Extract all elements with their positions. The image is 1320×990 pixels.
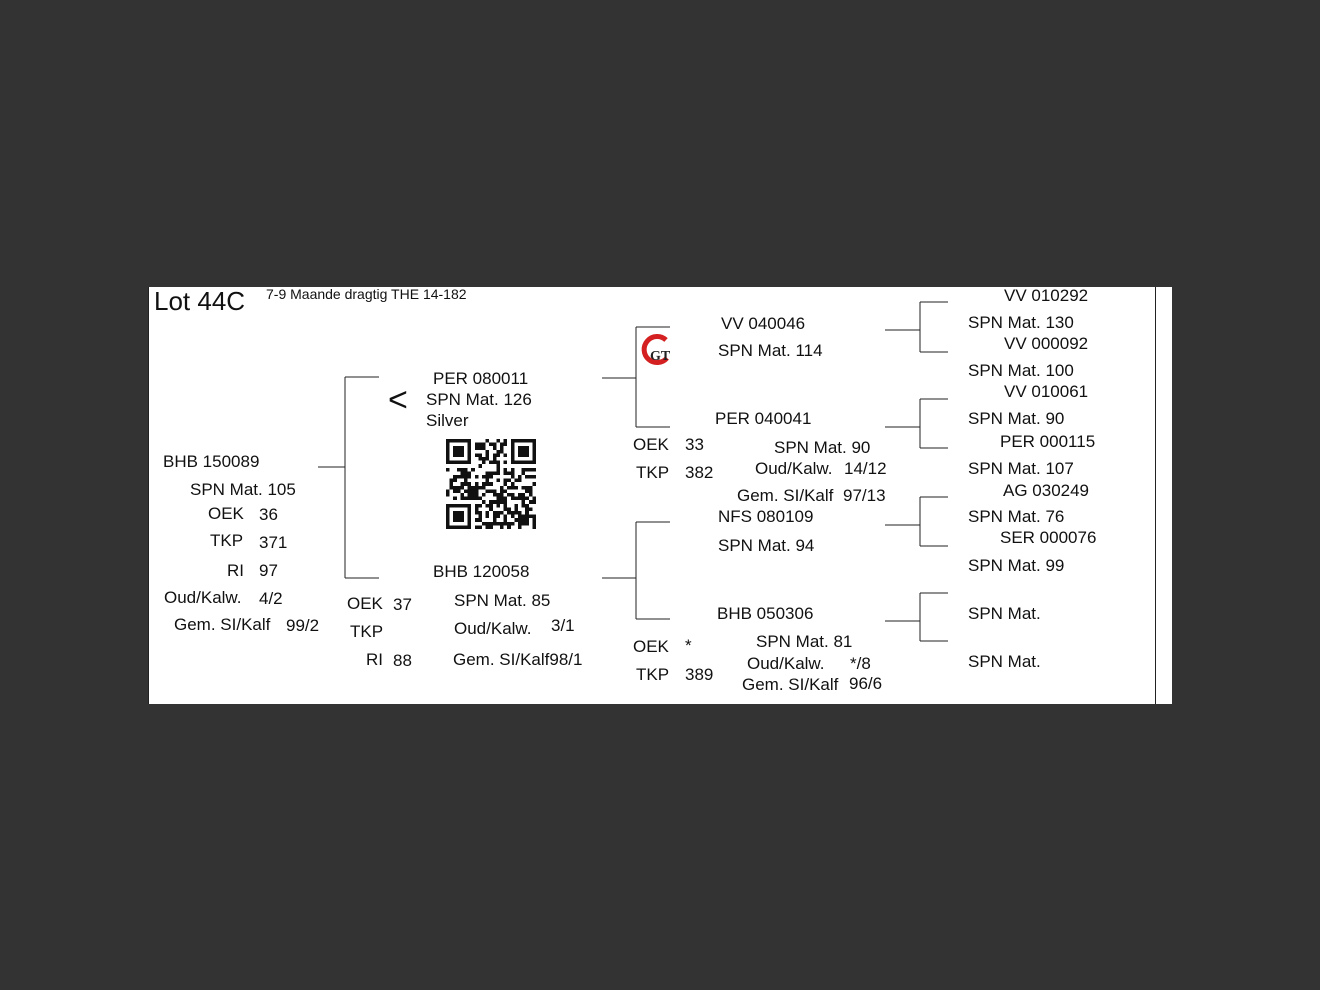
gen4-spn: SPN Mat. 130 <box>968 313 1074 332</box>
dam-dam-oud-label: Oud/Kalw. <box>747 654 825 673</box>
breeder-logo-icon <box>640 333 674 367</box>
gen4-id: VV 010292 <box>1004 287 1089 305</box>
svg-text:GT: GT <box>650 349 671 364</box>
gen4-spn: SPN Mat. <box>968 652 1041 671</box>
dam-dam-tkp-label: TKP <box>636 665 670 684</box>
animal-oek-label: OEK <box>208 504 244 523</box>
animal-ri-value: 97 <box>259 561 278 580</box>
dam-dam-gem-label: Gem. SI/Kalf <box>742 675 839 694</box>
animal-id: BHB 150089 <box>163 452 260 471</box>
sire-id: PER 080011 <box>433 369 529 388</box>
pedigree-card <box>148 287 1172 704</box>
pregnancy-note: 7-9 Maande dragtig THE 14-182 <box>266 287 467 302</box>
dam-id: BHB 120058 <box>433 562 530 581</box>
animal-spn: SPN Mat. 105 <box>190 480 296 499</box>
gen4-spn: SPN Mat. 100 <box>968 361 1074 380</box>
gen4-id: VV 000092 <box>1004 334 1089 353</box>
gen4-spn: SPN Mat. 76 <box>968 507 1065 526</box>
dam-oek-value: 37 <box>393 595 412 614</box>
sire-dam-gem-value: 97/13 <box>843 486 886 505</box>
dam-ri-label: RI <box>366 650 383 669</box>
gen4-id: PER 000115 <box>1000 432 1096 451</box>
gen4-spn: SPN Mat. 107 <box>968 459 1074 478</box>
animal-gem-label: Gem. SI/Kalf <box>174 615 271 634</box>
animal-ri-label: RI <box>227 561 244 580</box>
dam-dam-id: BHB 050306 <box>717 604 814 623</box>
sire-grade: Silver <box>426 411 469 430</box>
dam-dam-tkp-value: 389 <box>685 665 714 684</box>
sire-spn: SPN Mat. 126 <box>426 390 532 409</box>
sire-arrow-icon: < <box>388 381 408 419</box>
sire-dam-oud-label: Oud/Kalw. <box>755 459 833 478</box>
animal-tkp-label: TKP <box>210 531 244 550</box>
animal-tkp-value: 371 <box>259 533 288 552</box>
dam-tkp-label: TKP <box>350 622 384 641</box>
sire-dam-tkp-label: TKP <box>636 463 670 482</box>
sire-sire-spn: SPN Mat. 114 <box>718 341 823 360</box>
sire-dam-oek-label: OEK <box>633 435 669 454</box>
sire-dam-oud-value: 14/12 <box>844 459 887 478</box>
gen4-spn: SPN Mat. 90 <box>968 409 1065 428</box>
animal-oud-value: 4/2 <box>259 589 283 608</box>
gen4-id: SER 000076 <box>1000 528 1097 547</box>
lot-number: Lot 44C <box>154 287 246 316</box>
animal-gem-value: 99/2 <box>286 616 320 635</box>
gen4-spn: SPN Mat. <box>968 604 1041 623</box>
sire-dam-id: PER 040041 <box>715 409 812 428</box>
animal-oud-label: Oud/Kalw. <box>164 588 242 607</box>
gen4-spn: SPN Mat. 99 <box>968 556 1065 575</box>
dam-sire-spn: SPN Mat. 94 <box>718 536 815 555</box>
dam-dam-oud-value: */8 <box>850 654 871 673</box>
dam-ri-value: 88 <box>393 651 412 670</box>
dam-sire-id: NFS 080109 <box>718 507 814 526</box>
animal-oek-value: 36 <box>259 505 278 524</box>
qr-code-icon <box>446 439 536 529</box>
dam-dam-spn: SPN Mat. 81 <box>756 632 853 651</box>
sire-sire-id: VV 040046 <box>721 314 806 333</box>
gen4-id: VV 010061 <box>1004 382 1089 401</box>
sire-dam-tkp-value: 382 <box>685 463 714 482</box>
dam-gem: Gem. SI/Kalf98/1 <box>453 650 583 669</box>
dam-oud-label: Oud/Kalw. <box>454 619 532 638</box>
dam-spn: SPN Mat. 85 <box>454 591 551 610</box>
dam-oek-label: OEK <box>347 594 383 613</box>
dam-dam-oek-label: OEK <box>633 637 669 656</box>
sire-dam-spn: SPN Mat. 90 <box>774 438 871 457</box>
sire-dam-oek-value: 33 <box>685 435 704 454</box>
dam-dam-oek-value: * <box>685 636 692 655</box>
dam-oud-value: 3/1 <box>551 616 575 635</box>
gen4-id: AG 030249 <box>1003 481 1090 500</box>
dam-dam-gem-value: 96/6 <box>849 674 883 693</box>
sire-dam-gem-label: Gem. SI/Kalf <box>737 486 834 505</box>
